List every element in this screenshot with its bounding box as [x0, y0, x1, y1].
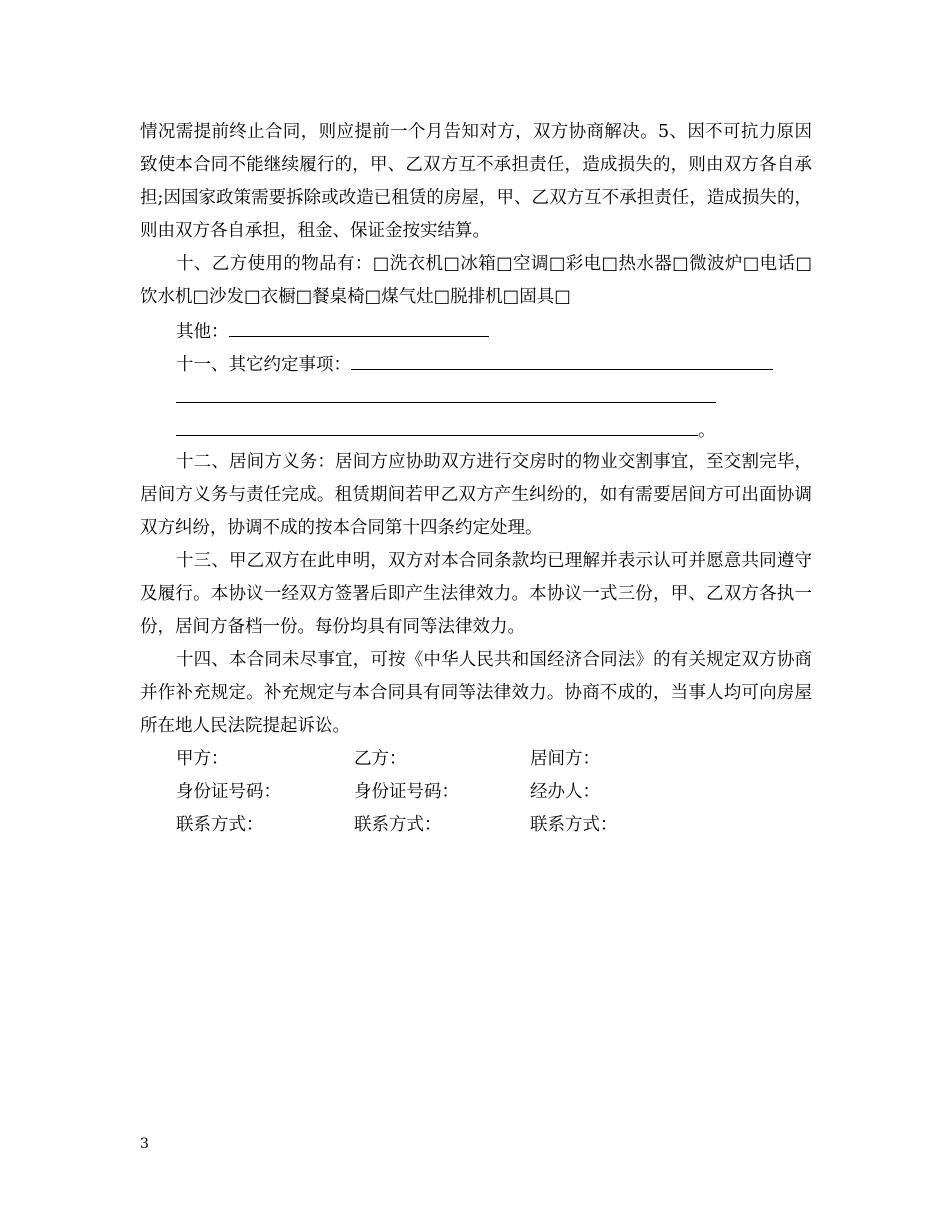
- paragraph-intermediary-duties: 十二、居间方义务：居间方应协助双方进行交房时的物业交割事宜，至交割完毕，居间方义务与责任完成。租赁期间若甲乙双方产生纠纷的，如有需要居间方可出面协调双方纠纷，协调不成的按本合同第十四条约定处理。: [140, 452, 812, 538]
- intermediary-label: 居间方：: [530, 749, 600, 769]
- other-label: 其他：: [176, 322, 229, 342]
- party-b-id-label: 身份证号码：: [354, 782, 459, 802]
- page-number: 3: [140, 1136, 149, 1152]
- paragraph-termination: 情况需提前终止合同，则应提前一个月告知对方，双方协商解决。5、因不可抗力原因致使本合同不能继续履行的，甲、乙双方互不承担责任，造成损失的，则由双方各自承担;因国家政策需要拆除或改造已租赁的房屋，甲、乙双方互不承担责任，造成损失的，则由双方各自承担，租金、保证金按实结算。: [140, 122, 812, 241]
- document-body: [140, 116, 812, 842]
- other-items-line: [140, 314, 812, 347]
- signature-row-contact: [140, 809, 812, 842]
- party-a-id-label: 身份证号码：: [176, 782, 281, 802]
- other-agreements-end: 。: [698, 421, 716, 441]
- party-b-label: 乙方：: [354, 749, 407, 769]
- signature-row-party: [140, 743, 812, 776]
- other-agreements-blank-3: [176, 413, 698, 436]
- paragraph-supplementary: 十四、本合同未尽事宜，可按《中华人民共和国经济合同法》的有关规定双方协商并作补充规定。补充规定与本合同具有同等法律效力。协商不成的，当事人均可向房屋所在地人民法院提起诉讼。: [140, 650, 812, 736]
- paragraph-declaration: 十三、甲乙双方在此申明，双方对本合同条款均已理解并表示认可并愿意共同遵守及履行。本协议一经双方签署后即产生法律效力。本协议一式三份，甲、乙双方各执一份，居间方备档一份。每份均具有同等法律效力。: [140, 551, 812, 637]
- other-agreements-line-2: [140, 380, 812, 413]
- signature-row-id: [140, 776, 812, 809]
- other-agreements-line-3: [140, 413, 812, 446]
- other-agreements-line: [140, 347, 812, 380]
- other-agreements-label: 十一、其它约定事项：: [176, 355, 351, 375]
- party-a-contact-label: 联系方式：: [176, 815, 264, 835]
- intermediary-contact-label: 联系方式：: [530, 815, 618, 835]
- party-b-contact-label: 联系方式：: [354, 815, 442, 835]
- paragraph-items-list: 十、乙方使用的物品有：□洗衣机□冰箱□空调□彩电□热水器□微波炉□电话□饮水机□沙发□衣橱□餐桌椅□煤气灶□脱排机□固具□: [140, 254, 812, 307]
- agent-label: 经办人：: [530, 782, 600, 802]
- other-agreements-blank-2: [176, 380, 716, 403]
- other-agreements-blank-1: [351, 347, 773, 370]
- other-blank: [229, 314, 489, 337]
- party-a-label: 甲方：: [176, 749, 229, 769]
